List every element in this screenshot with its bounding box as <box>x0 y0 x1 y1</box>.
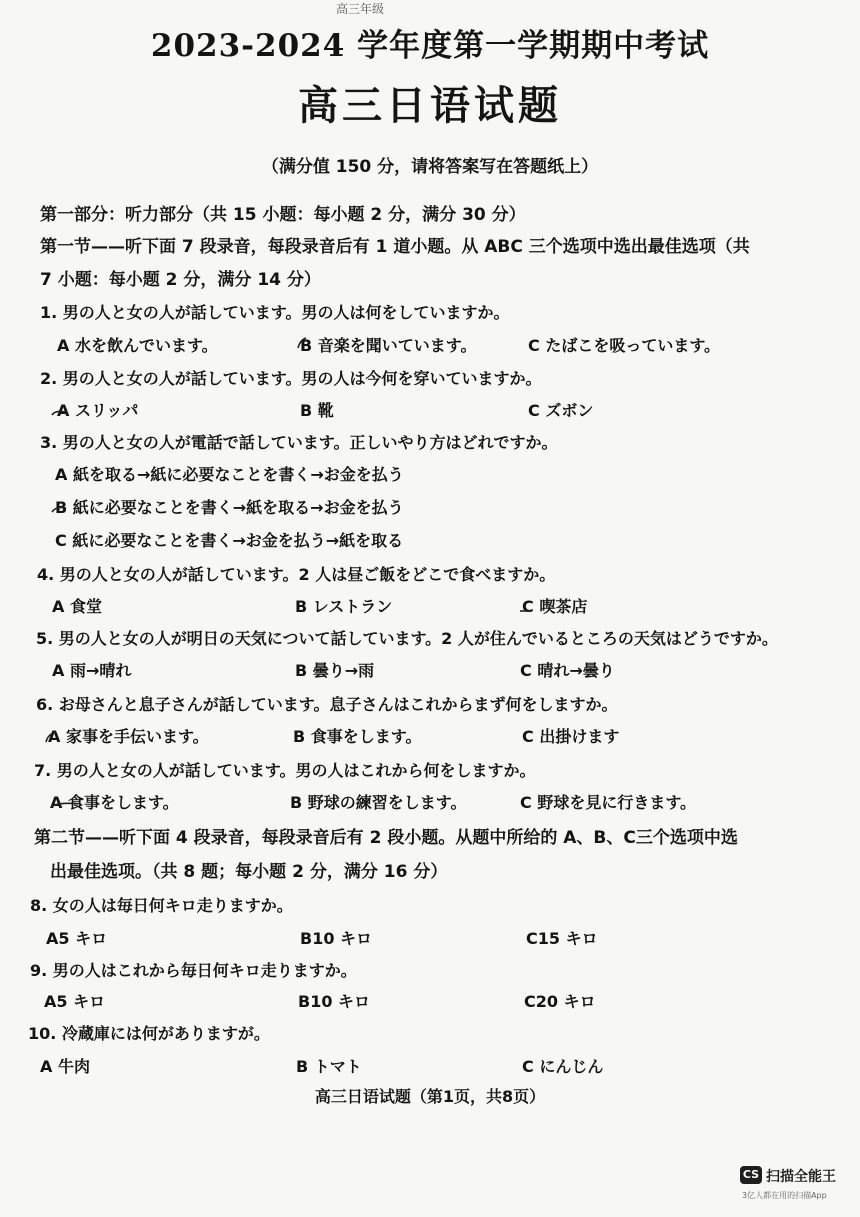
scanner-brand-name: 扫描全能王 <box>766 1169 836 1185</box>
q1-option-c: C たばこを吸っています。 <box>528 336 721 355</box>
q7-option-c: C 野球を見に行きます。 <box>520 793 697 812</box>
q5-option-c: C 晴れ→曇り <box>520 661 615 680</box>
q8-option-c: C15 キロ <box>526 929 598 948</box>
part1-heading: 第一部分：听力部分（共 15 小题：每小题 2 分，满分 30 分） <box>40 205 526 225</box>
exam-title: 2023-2024 学年度第一学期期中考试 <box>150 28 710 64</box>
q5-option-a: A 雨→晴れ <box>52 661 132 680</box>
q4-option-c: C 喫茶店 <box>522 597 588 616</box>
section1-instructions-line1: 第一节——听下面 7 段录音，每段录音后有 1 道小题。从 ABC 三个选项中选出最佳选项（共 <box>40 237 750 257</box>
section1-instructions-line2: 7 小题：每小题 2 分，满分 14 分） <box>40 270 321 290</box>
q7-option-b: B 野球の練習をします。 <box>290 793 467 812</box>
section2-instructions-line1: 第二节——听下面 4 段录音，每段录音后有 2 段小题。从题中所给的 A、B、C三个选项中选 <box>34 828 738 848</box>
scanner-logo-icon: CS <box>740 1166 762 1184</box>
q1-option-a: A 水を飲んでいます。 <box>57 336 218 355</box>
page-footer: 高三日语试题（第1页，共8页） <box>314 1087 546 1106</box>
q1-option-b: B 音楽を聞いています。 <box>300 336 477 355</box>
question-1: 1. 男の人と女の人が話しています。男の人は何をしていますか。 <box>40 303 510 322</box>
q3-option-c: C 紙に必要なことを書く→お金を払う→紙を取る <box>55 531 404 550</box>
question-8: 8. 女の人は毎日何キロ走りますか。 <box>30 896 293 915</box>
q6-option-b: B 食事をします。 <box>293 727 422 746</box>
q5-option-b: B 曇り→雨 <box>295 661 375 680</box>
q2-option-c: C ズボン <box>528 401 594 420</box>
q2-option-a: A スリッパ <box>57 401 139 420</box>
question-6: 6. お母さんと息子さんが話しています。息子さんはこれからまず何をしますか。 <box>36 695 618 714</box>
q6-option-a: A 家事を手伝います。 <box>48 727 209 746</box>
q3-option-a: A 紙を取る→紙に必要なことを書く→お金を払う <box>55 465 404 484</box>
section2-instructions-line2: 出最佳选项。（共 8 题；每小题 2 分，满分 16 分） <box>50 862 448 882</box>
scanner-watermark <box>740 1166 850 1206</box>
q10-option-a: A 牛肉 <box>40 1057 90 1076</box>
top-mark: 高三年级 <box>335 2 384 14</box>
q8-option-b: B10 キロ <box>300 929 373 948</box>
question-3: 3. 男の人と女の人が電話で話しています。正しいやり方はどれですか。 <box>40 433 558 452</box>
question-9: 9. 男の人はこれから毎日何キロ走りますか。 <box>30 961 357 980</box>
question-10: 10. 冷蔵庫には何がありますが。 <box>28 1024 270 1043</box>
score-note: （满分值 150 分，请将答案写在答题纸上） <box>261 157 599 177</box>
q3-option-b: B 紙に必要なことを書く→紙を取る→お金を払う <box>55 498 404 517</box>
q7-option-a: A 食事をします。 <box>50 793 179 812</box>
q9-option-b: B10 キロ <box>298 992 371 1011</box>
q9-option-a: A5 キロ <box>44 992 106 1011</box>
q6-option-c: C 出掛けます <box>522 727 620 746</box>
subject-title: 高三日语试题 <box>298 82 562 129</box>
question-4: 4. 男の人と女の人が話しています。2 人は昼ご飯をどこで食べますか。 <box>37 565 556 584</box>
question-7: 7. 男の人と女の人が話しています。男の人はこれから何をしますか。 <box>34 761 536 780</box>
question-2: 2. 男の人と女の人が話しています。男の人は今何を穿いていますか。 <box>40 369 542 388</box>
q9-option-c: C20 キロ <box>524 992 596 1011</box>
question-5: 5. 男の人と女の人が明日の天気について話しています。2 人が住んでいるところの天気はどうですか。 <box>36 629 778 648</box>
q10-option-c: C にんじん <box>522 1057 604 1076</box>
q2-option-b: B 靴 <box>300 401 334 420</box>
scanner-tagline: 3亿人都在用的扫描App <box>742 1191 827 1200</box>
q8-option-a: A5 キロ <box>46 929 108 948</box>
q10-option-b: B トマト <box>296 1057 362 1076</box>
q4-option-a: A 食堂 <box>52 597 102 616</box>
q4-option-b: B レストラン <box>295 597 393 616</box>
